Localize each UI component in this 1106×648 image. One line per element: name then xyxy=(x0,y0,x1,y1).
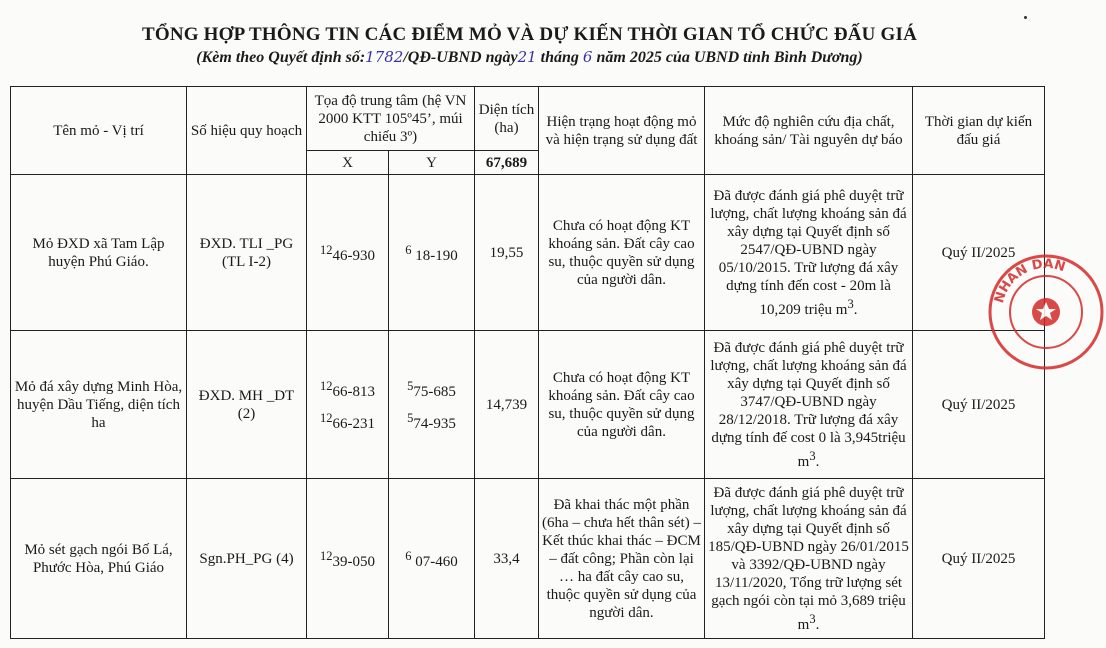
status: Chưa có hoạt động KT khoáng sản. Đất cây cao su, thuộc quyền sử dụng của người dân. xyxy=(539,175,705,331)
handwritten-month: 6 xyxy=(582,48,593,66)
document-subtitle xyxy=(0,48,1059,67)
research: Đã được đánh giá phê duyệt trữ lượng, chất lượng khoáng sản đá xây dựng tại Quyết định số 185/QĐ-UBND ngày 26/01/2015 và 3392/QĐ-UBND ngày 13/11/2020, Tổng trữ lượng sét gạch ngói còn tại mỏ 3,689 triệu $m^3$. xyxy=(705,479,913,639)
mine-code: ĐXD. TLI _PG (TL I-2) xyxy=(187,175,307,331)
header-x: X xyxy=(307,151,389,175)
area: 19,55 xyxy=(475,175,539,331)
auction-time: Quý II/2025 xyxy=(913,479,1045,639)
status: Đã khai thác một phần (6ha – chưa hết thân sét) – Kết thúc khai thác – ĐCM – đất công; Phần còn lại … ha đất cây cao su, thuộc quyền sử dụng của người dân. xyxy=(539,479,705,639)
coord-y: $^6$ 18-190 xyxy=(389,175,475,331)
mine-name: Mỏ sét gạch ngói Bố Lá, Phước Hòa, Phú Giáo xyxy=(11,479,187,639)
area: 14,739 xyxy=(475,331,539,479)
coord-y: $^5$75-685 $^5$74-935 xyxy=(389,331,475,479)
mine-code: Sgn.PH_PG (4) xyxy=(187,479,307,639)
auction-time: Quý II/2025 xyxy=(913,175,1045,331)
coord-x: $^{12}$39-050 xyxy=(307,479,389,639)
document-title: TỔNG HỢP THÔNG TIN CÁC ĐIỂM MỎ VÀ DỰ KIẾN THỜI GIAN TỔ CHỨC ĐẤU GIÁ xyxy=(141,24,918,45)
header-name: Tên mỏ - Vị trí xyxy=(11,87,187,175)
handwritten-decision-number: 1782 xyxy=(365,48,404,66)
subtitle-mid-2: tháng xyxy=(536,49,583,66)
mine-code: ĐXD. MH _DT (2) xyxy=(187,331,307,479)
header-time: Thời gian dự kiến đấu giá xyxy=(913,87,1045,175)
research: Đã được đánh giá phê duyệt trữ lượng, chất lượng khoáng sản đá xây dựng tại Quyết định số 3747/QĐ-UBND ngày 28/12/2018. Trữ lượng đá xây dựng tính đế cost 0 là 3,945triệu $m^3$. xyxy=(705,331,913,479)
header-area: Diện tích (ha) xyxy=(475,87,539,151)
table-row xyxy=(11,331,1045,479)
coord-x: $^{12}$66-813 $^{12}$66-231 xyxy=(307,331,389,479)
seal-text: NHÂN DÂN xyxy=(991,256,1068,305)
mine-name: Mỏ đá xây dựng Minh Hòa, huyện Dầu Tiếng, diện tích ha xyxy=(11,331,187,479)
coord-y: $^6$ 07-460 xyxy=(389,479,475,639)
subtitle-suffix: năm 2025 của UBND tỉnh Bình Dương) xyxy=(592,49,863,66)
coord-x: $^{12}$46-930 xyxy=(307,175,389,331)
table-row xyxy=(11,479,1045,639)
table-row xyxy=(11,175,1045,331)
subtitle-prefix: (Kèm theo Quyết định số: xyxy=(196,49,366,66)
research: Đã được đánh giá phê duyệt trữ lượng, chất lượng khoáng sản đá xây dựng tại Quyết định số 2547/QĐ-UBND ngày 05/10/2015. Trữ lượng đá xây dựng tính đến cost - 20m là 10,209 triệu $m^3$. xyxy=(705,175,913,331)
status: Chưa có hoạt động KT khoáng sản. Đất cây cao su, thuộc quyền sử dụng của người dân. xyxy=(539,331,705,479)
area: 33,4 xyxy=(475,479,539,639)
speck xyxy=(1024,16,1027,19)
header-y: Y xyxy=(389,151,475,175)
header-coords: Tọa độ trung tâm (hệ VN 2000 KTT 105º45’, múi chiếu 3º) xyxy=(307,87,475,151)
auction-time: Quý II/2025 xyxy=(913,331,1045,479)
handwritten-day: 21 xyxy=(517,48,537,66)
header-code: Số hiệu quy hoạch xyxy=(187,87,307,175)
mine-info-table xyxy=(10,86,1045,639)
total-area: 67,689 xyxy=(475,151,539,175)
header-row xyxy=(11,87,1045,151)
subtitle-mid-1: /QĐ-UBND ngày xyxy=(403,49,518,66)
header-status: Hiện trạng hoạt động mỏ và hiện trạng sử dụng đất xyxy=(539,87,705,175)
header-research: Mức độ nghiên cứu địa chất, khoáng sản/ Tài nguyên dự báo xyxy=(705,87,913,175)
mine-name: Mỏ ĐXD xã Tam Lập huyện Phú Giáo. xyxy=(11,175,187,331)
